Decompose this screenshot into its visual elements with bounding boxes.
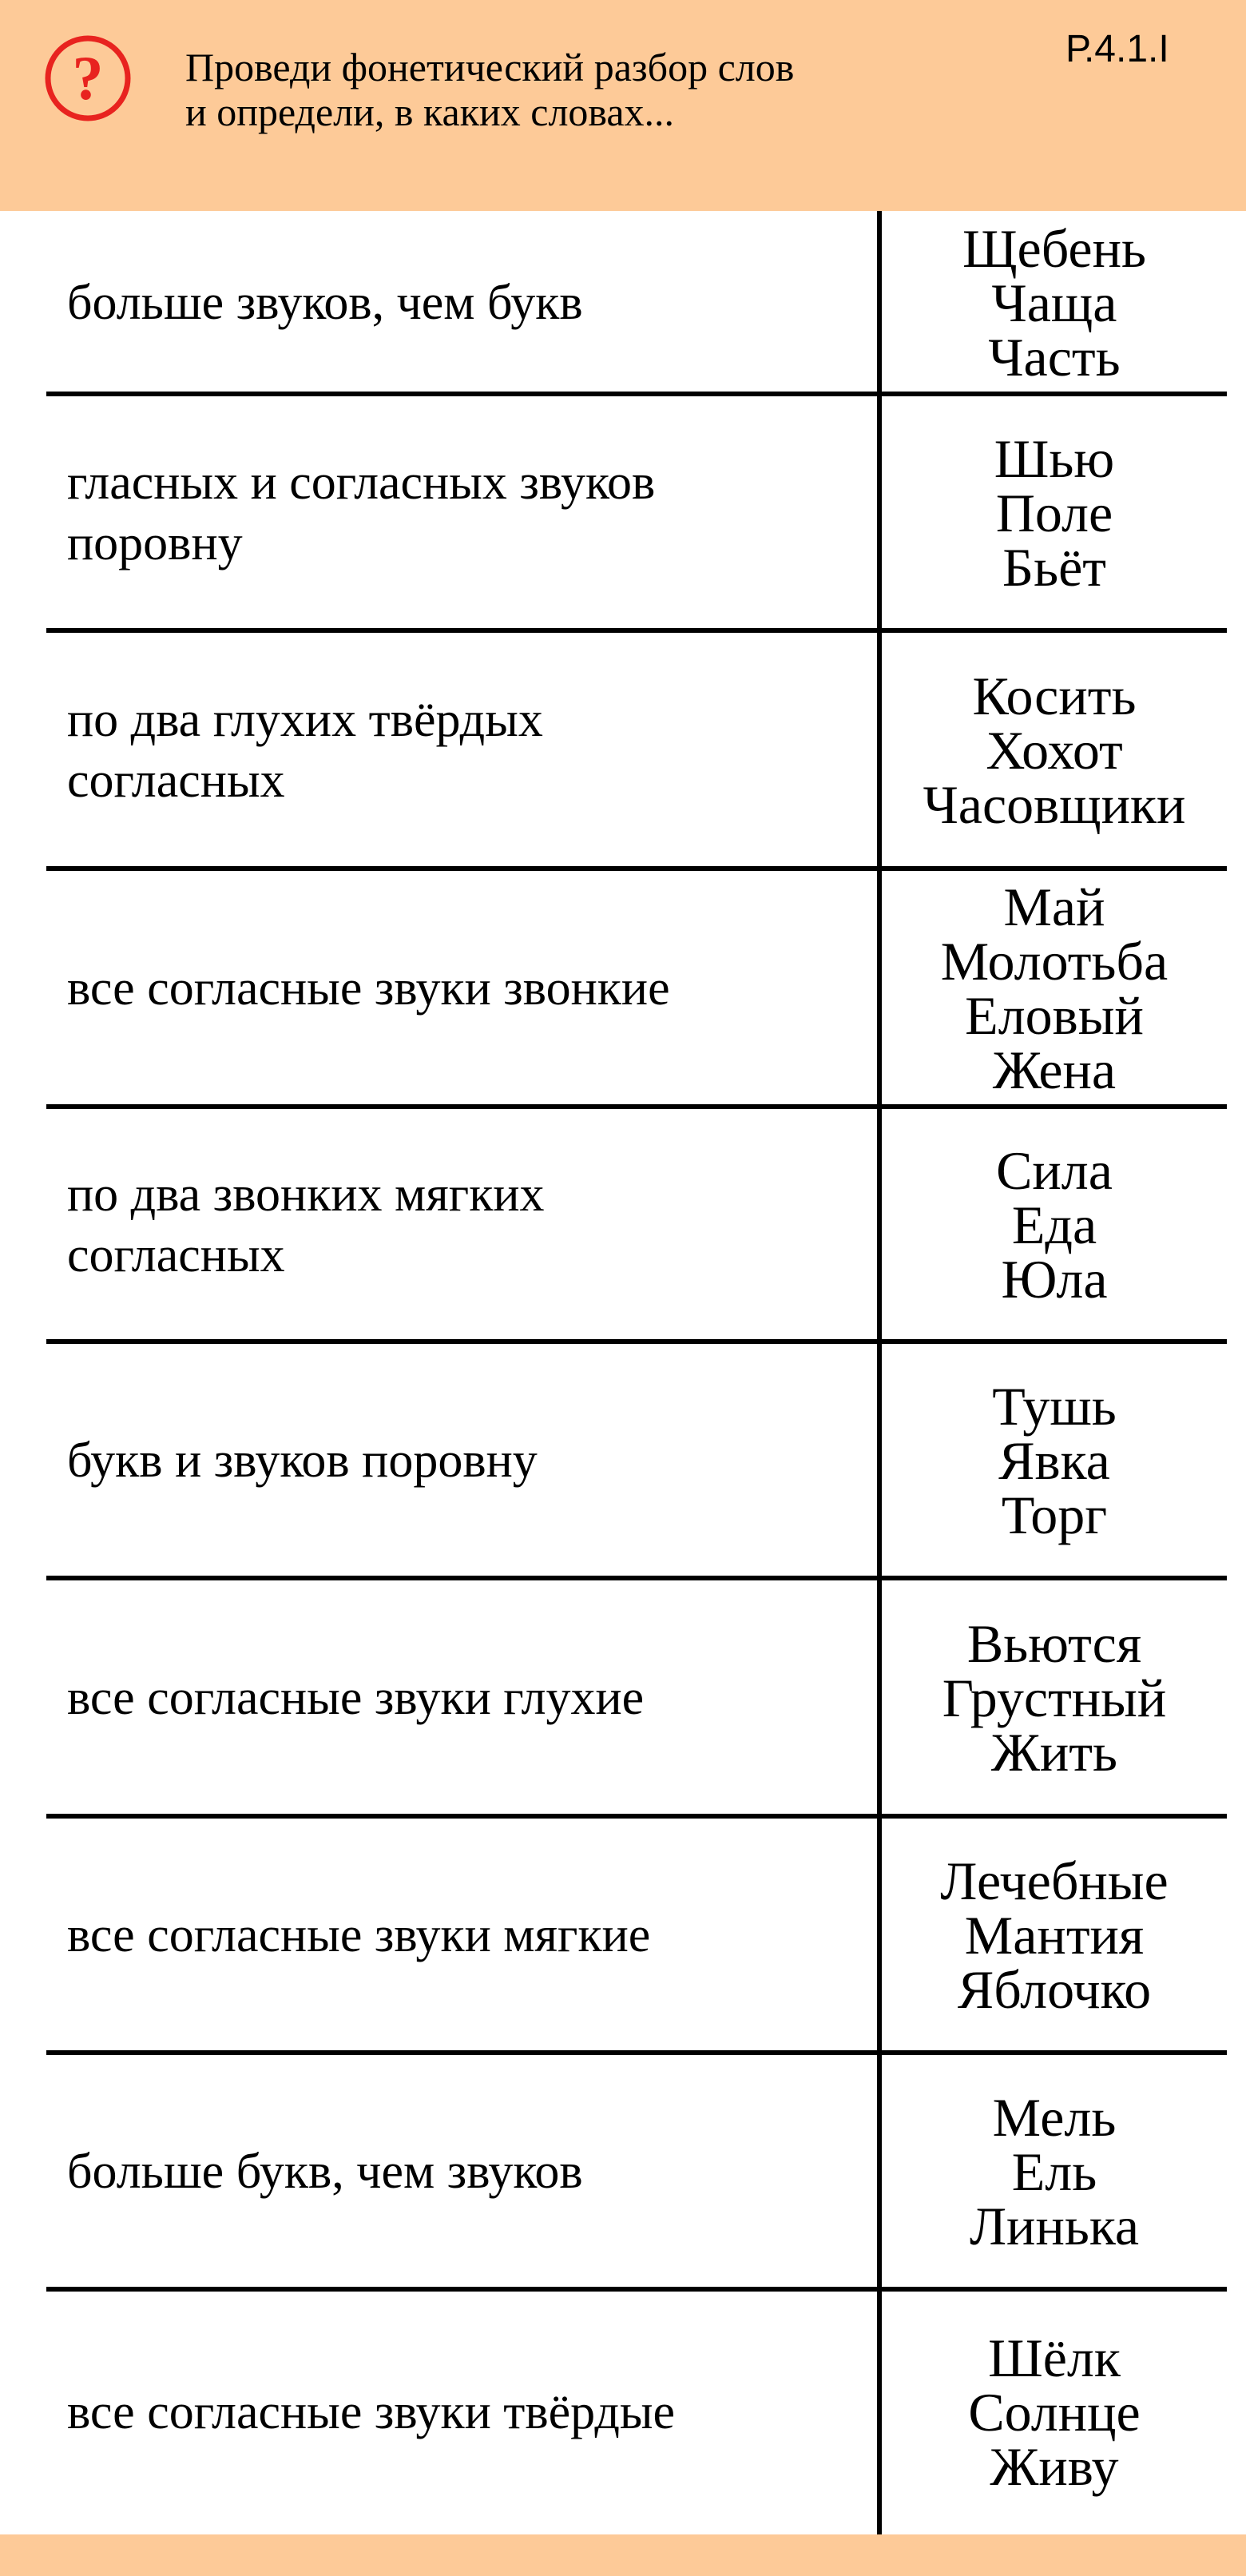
row-condition (67, 2053, 858, 2290)
instruction-line-2: и определи, в каких словах... (185, 89, 675, 134)
word-item: Ель (1011, 2141, 1097, 2202)
word-list (882, 1107, 1227, 1342)
word-item: Май (1003, 877, 1105, 937)
table-row (0, 1817, 1246, 2053)
word-item: Тушь (992, 1376, 1117, 1437)
word-item: Бьёт (1002, 537, 1106, 598)
instruction-line-1: Проведи фонетический разбор слов (185, 45, 795, 89)
word-item: Мантия (964, 1905, 1145, 1966)
row-condition-text: все согласные звуки твёрдые (67, 2385, 676, 2439)
exercise-code: Р.4.1.I (1065, 28, 1169, 70)
word-list (882, 1342, 1227, 1579)
word-list (882, 2053, 1227, 2290)
word-item: Еловый (965, 985, 1144, 1046)
row-condition-text: все согласные звуки глухие (67, 1671, 645, 1725)
word-list (882, 1579, 1227, 1817)
table-row (0, 395, 1246, 631)
footer-bar (0, 2534, 1246, 2576)
word-item: Часовщики (923, 774, 1186, 835)
word-item: Лечебные (940, 1851, 1169, 1911)
word-item: Солнце (968, 2382, 1141, 2443)
word-item: Юла (1001, 1249, 1108, 1310)
row-condition (67, 211, 858, 395)
word-item: Жена (992, 1040, 1117, 1100)
word-item: Шёлк (988, 2328, 1121, 2388)
word-list (882, 395, 1227, 631)
row-condition-text: по два звонких мягких согласных (67, 1167, 545, 1282)
row-condition-text: все согласные звуки звонкие (67, 961, 670, 1016)
row-condition-text: больше букв, чем звуков (67, 2145, 583, 2199)
instruction-text (185, 45, 984, 134)
word-item: Линька (969, 2196, 1140, 2256)
word-list (882, 211, 1227, 395)
table-row (0, 1107, 1246, 1342)
word-item: Жить (990, 1722, 1118, 1783)
word-item: Еда (1011, 1195, 1097, 1255)
table-row (0, 1342, 1246, 1579)
word-item: Часть (988, 327, 1121, 388)
word-list (882, 1817, 1227, 2053)
row-condition (67, 1342, 858, 1579)
row-condition (67, 1107, 858, 1342)
word-item: Косить (972, 666, 1137, 726)
word-item: Яблочко (957, 1959, 1152, 2020)
word-item: Вьются (966, 1613, 1142, 1674)
row-condition (67, 395, 858, 631)
table-row (0, 2290, 1246, 2534)
row-condition (67, 631, 858, 869)
word-item: Живу (990, 2436, 1119, 2497)
word-item: Шью (994, 428, 1115, 489)
word-list (882, 631, 1227, 869)
word-list (882, 869, 1227, 1107)
table-row (0, 1579, 1246, 1817)
row-condition-text: все согласные звуки мягкие (67, 1908, 651, 1962)
word-item: Сила (996, 1140, 1113, 1201)
word-item: Молотьба (940, 931, 1169, 992)
row-condition (67, 1579, 858, 1817)
row-condition (67, 1817, 858, 2053)
word-item: Грустный (942, 1668, 1167, 1728)
word-item: Явка (998, 1430, 1110, 1491)
row-condition (67, 869, 858, 1107)
question-icon (43, 34, 133, 123)
word-item: Чаща (991, 272, 1117, 333)
word-list (882, 2290, 1227, 2534)
table-row (0, 211, 1246, 395)
row-condition (67, 2290, 858, 2534)
word-item: Торг (1001, 1485, 1108, 1545)
row-condition-text: гласных и согласных звуков поровну (67, 455, 656, 570)
column-divider (877, 211, 882, 2534)
row-condition-text: по два глухих твёрдых согласных (67, 693, 543, 808)
table-row (0, 631, 1246, 869)
row-condition-text: больше звуков, чем букв (67, 276, 583, 330)
word-item: Щебень (962, 218, 1147, 279)
table-row (0, 869, 1246, 1107)
table-row (0, 2053, 1246, 2290)
word-item: Поле (995, 483, 1113, 543)
header-bar (0, 0, 1246, 211)
row-condition-text: букв и звуков поровну (67, 1433, 538, 1488)
word-item: Мель (992, 2087, 1117, 2148)
word-item: Хохот (986, 720, 1123, 781)
svg-text:?: ? (72, 43, 104, 113)
